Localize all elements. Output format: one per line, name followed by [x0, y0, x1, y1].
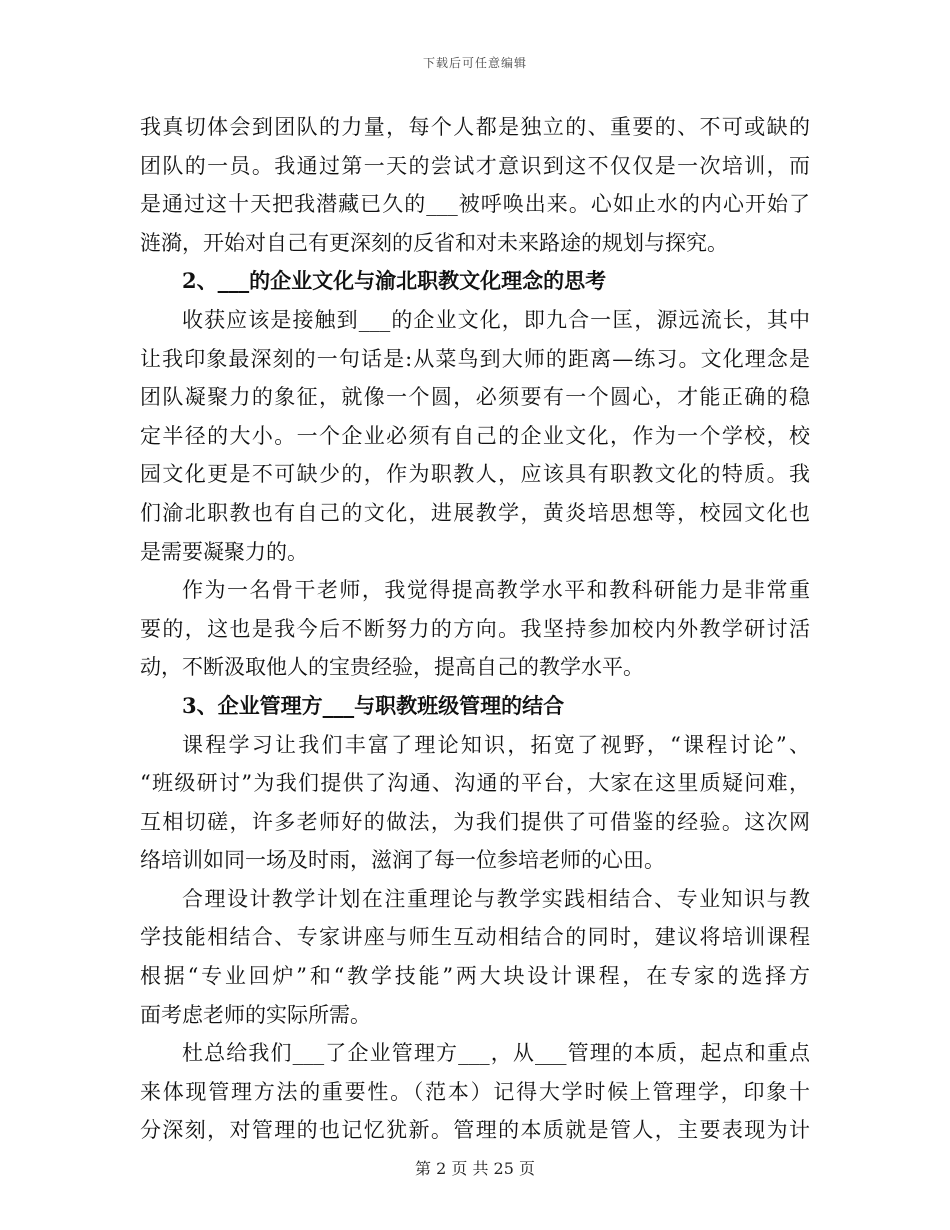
- text-line: “班级研讨”为我们提供了沟通、沟通的平台，大家在这里质疑问难，: [140, 771, 810, 796]
- page-footer: 第 2 页 共 25 页: [415, 1159, 535, 1178]
- page-header: 下载后可任意编辑: [422, 56, 527, 70]
- text-line: 们渝北职教也有自己的文化，进展教学，黄炎培思想等，校园文化也: [140, 500, 810, 525]
- text-line: 动，不断汲取他人的宝贵经验，提高自己的教学水平。: [140, 655, 644, 680]
- paragraph-first-line: 课程学习让我们丰富了理论知识，拓宽了视野，“课程讨论”、: [182, 732, 810, 757]
- text-line: 定半径的大小。一个企业必须有自己的企业文化，作为一个学校，校: [140, 423, 810, 448]
- text-line: 是通过这十天把我潜藏已久的___被呼唤出来。心如止水的内心开始了: [140, 192, 810, 217]
- paragraph-first-line: 合理设计教学计划在注重理论与教学实践相结合、专业知识与教: [182, 886, 810, 911]
- text-line: 是需要凝聚力的。: [140, 539, 308, 564]
- text-line: 涟漪，开始对自己有更深刻的反省和对未来路途的规划与探究。: [140, 230, 728, 255]
- text-line: 让我印象最深刻的一句话是:从菜鸟到大师的距离—练习。文化理念是: [140, 346, 810, 371]
- text-line: 分深刻，对管理的也记忆犹新。管理的本质就是管人，主要表现为计: [140, 1118, 810, 1143]
- text-line: 团队的一员。我通过第一天的尝试才意识到这不仅仅是一次培训，而: [140, 153, 810, 178]
- text-line: 学技能相结合、专家讲座与师生互动相结合的同时，建议将培训课程: [140, 925, 810, 950]
- text-line: 根据“专业回炉”和“教学技能”两大块设计课程，在专家的选择方: [140, 964, 810, 989]
- text-line: 络培训如同一场及时雨，滋润了每一位参培老师的心田。: [140, 848, 665, 873]
- text-line: 要的，这也是我今后不断努力的方向。我坚持参加校内外教学研讨活: [140, 616, 810, 641]
- text-line: 园文化更是不可缺少的，作为职教人，应该具有职教文化的特质。我: [140, 462, 810, 487]
- text-line: 我真切体会到团队的力量，每个人都是独立的、重要的、不可或缺的: [140, 115, 810, 139]
- text-line: 面考虑老师的实际所需。: [140, 1002, 371, 1027]
- document-body: [140, 108, 810, 1150]
- paragraph-first-line: 作为一名骨干老师，我觉得提高教学水平和教科研能力是非常重: [182, 578, 810, 603]
- text-line: 来体现管理方法的重要性。（范本）记得大学时候上管理学，印象十: [140, 1079, 810, 1104]
- paragraph-first-line: 杜总给我们___了企业管理方___，从___管理的本质，起点和重点: [182, 1041, 810, 1066]
- section-heading: 2、___的企业文化与渝北职教文化理念的思考: [182, 268, 607, 294]
- text-line: 团队凝聚力的象征，就像一个圆，必须要有一个圆心，才能正确的稳: [140, 385, 810, 410]
- text-line: 互相切磋，许多老师好的做法，为我们提供了可借鉴的经验。这次网: [140, 809, 810, 834]
- section-heading: 3、企业管理方___与职教班级管理的结合: [182, 692, 565, 718]
- paragraph-first-line: 收获应该是接触到___的企业文化，即九合一匡，源远流长，其中: [182, 307, 810, 332]
